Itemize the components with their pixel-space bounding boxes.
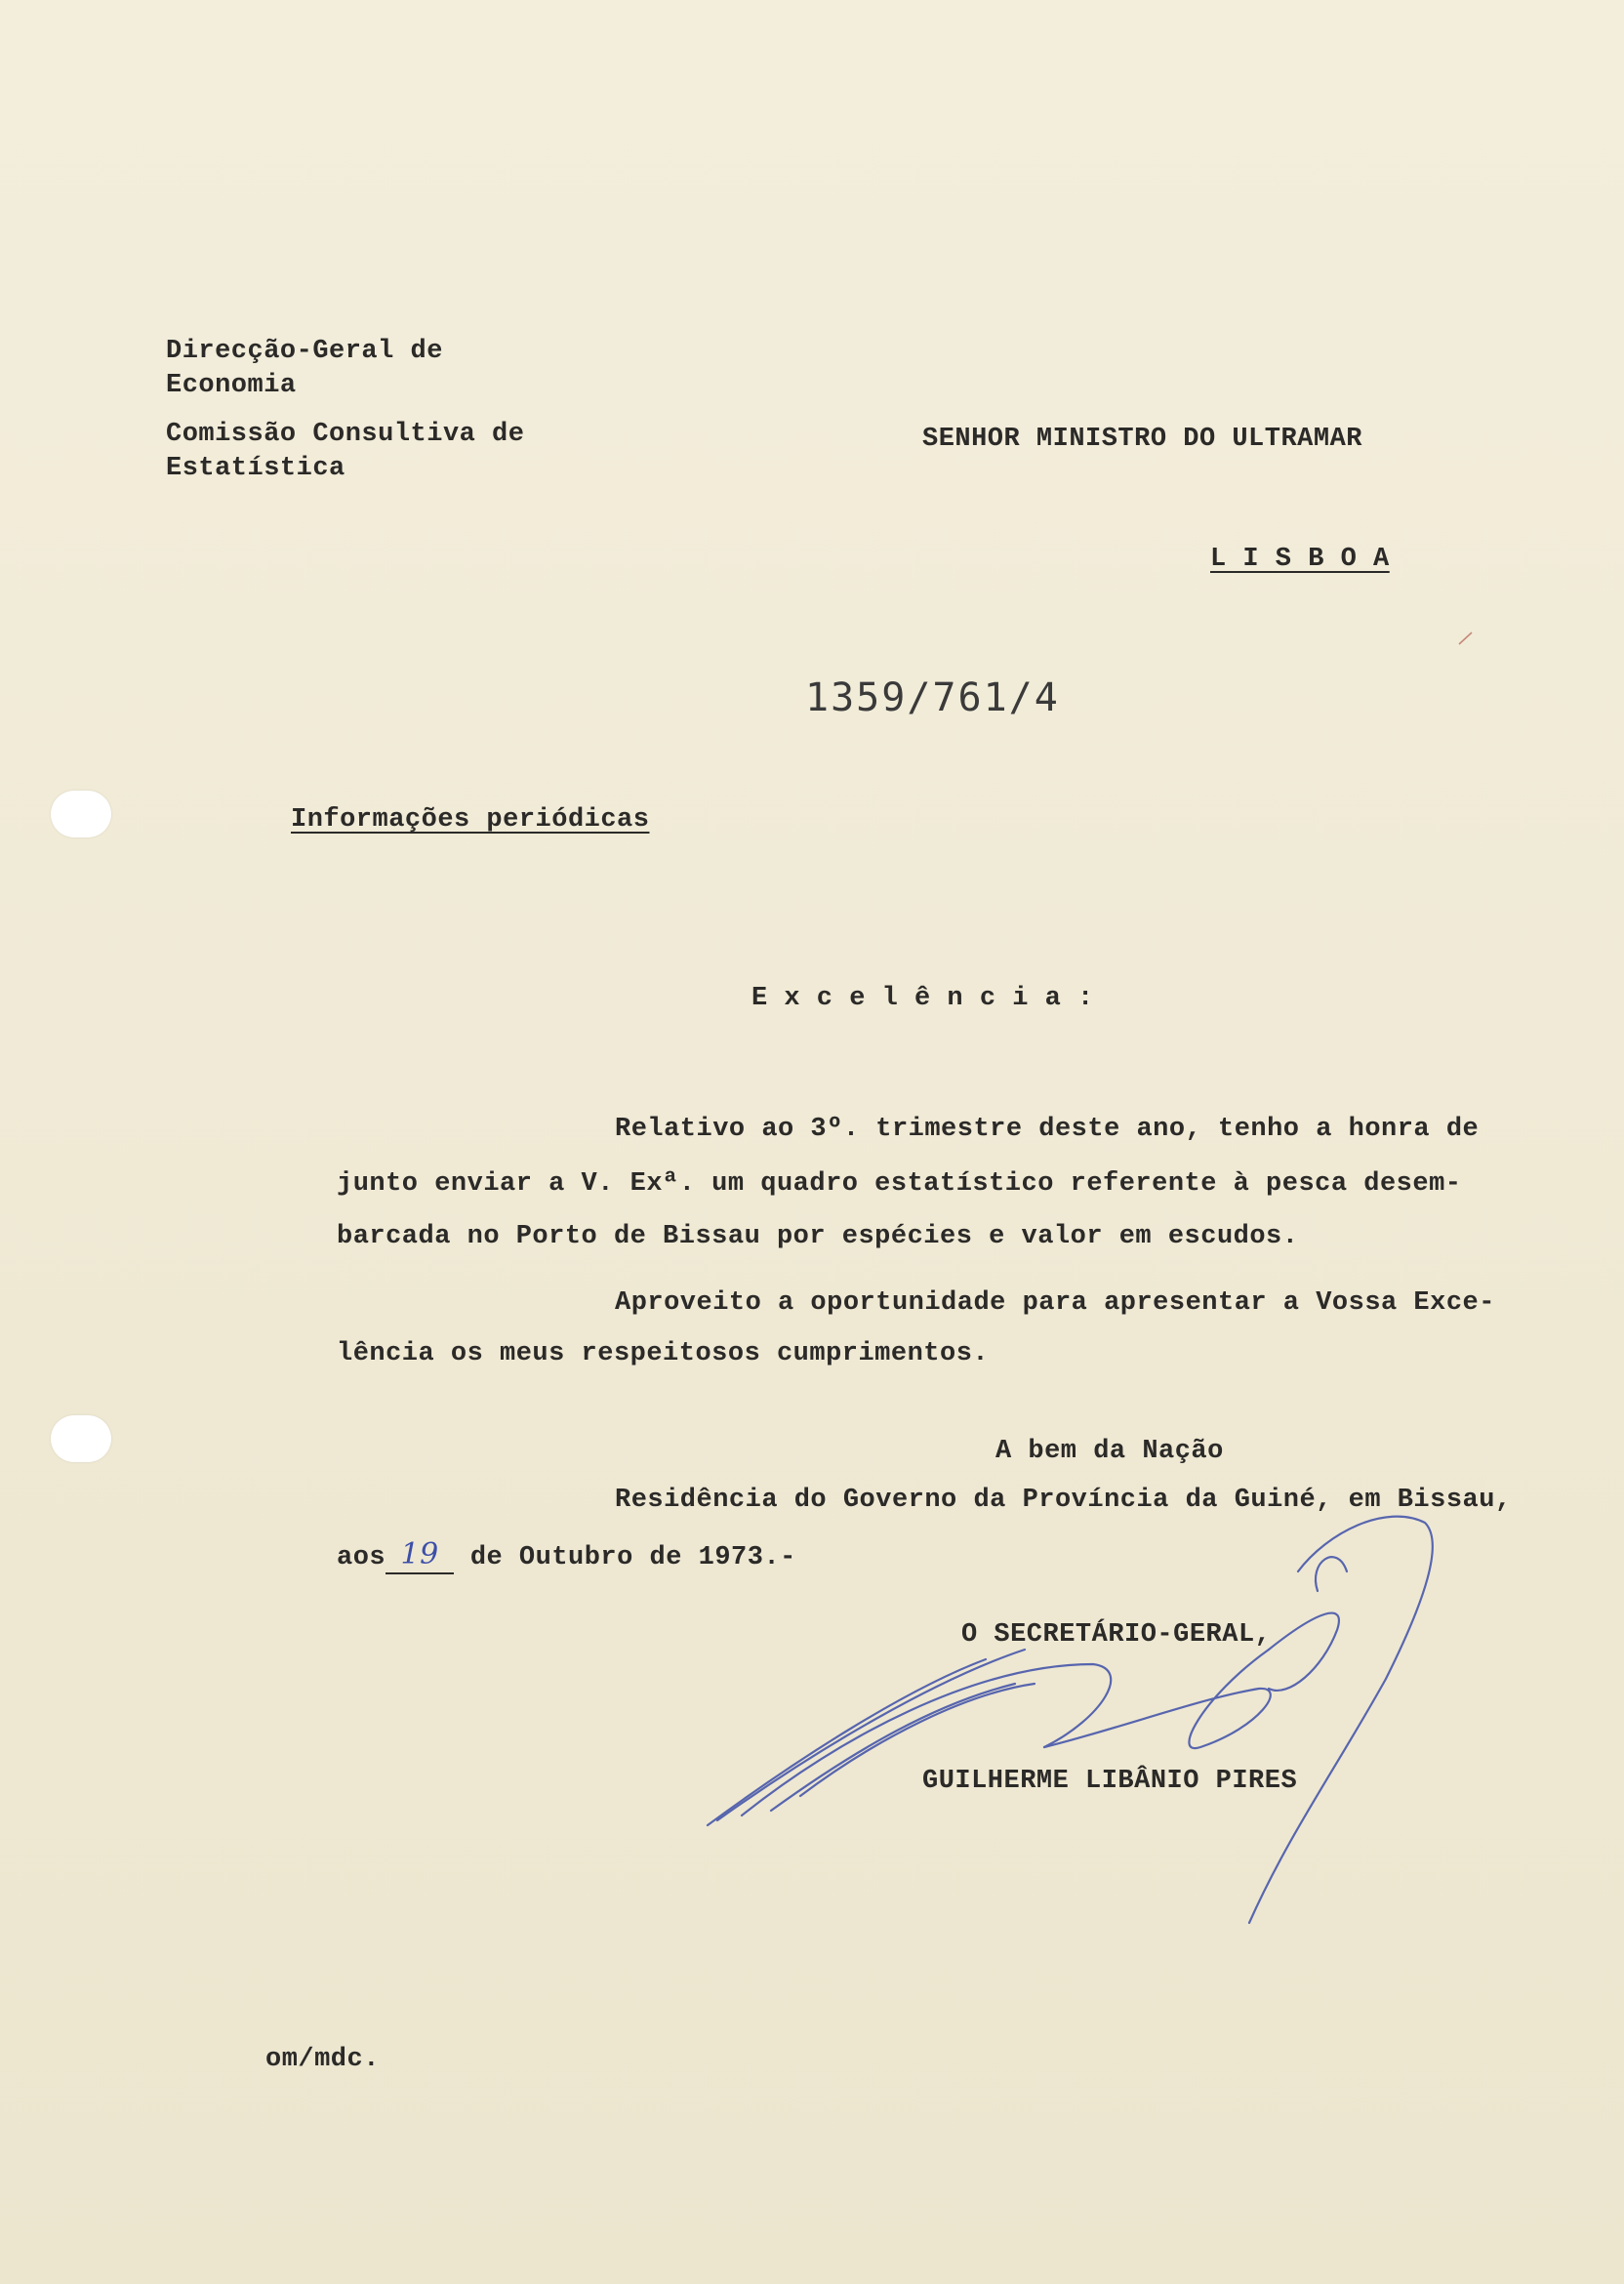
signatory-title: O SECRETÁRIO-GERAL, (961, 1620, 1272, 1650)
body-line: junto enviar a V. Exª. um quadro estatístico referente à pesca desem- (337, 1169, 1462, 1199)
sender-line: Direcção-Geral de (166, 337, 443, 366)
recipient-name: SENHOR MINISTRO DO ULTRAMAR (922, 425, 1362, 454)
date-suffix: de Outubro de 1973.- (469, 1543, 796, 1572)
closing-place: Residência do Governo da Província da Guiné, em Bissau, (615, 1486, 1512, 1515)
body-line: Aproveito a oportunidade para apresentar a Vossa Exce- (615, 1288, 1495, 1318)
recipient-city: L I S B O A (1210, 545, 1390, 574)
body-line: Relativo ao 3º. trimestre deste ano, tenho a honra de (615, 1115, 1480, 1144)
subject-heading: Informações periódicas (291, 805, 650, 835)
reference-number: 1359/761/4 (805, 675, 1060, 720)
body-line: lência os meus respeitosos cumprimentos. (337, 1339, 990, 1368)
date-day-handwritten: 19 (400, 1537, 439, 1571)
body-line: barcada no Porto de Bissau por espécies e valor em escudos. (337, 1222, 1299, 1251)
sender-line: Estatística (166, 454, 345, 483)
closing-motto: A bem da Nação (995, 1437, 1224, 1466)
date-day-field (386, 1537, 454, 1574)
typist-initials: om/mdc. (265, 2045, 380, 2074)
salutation: E x c e l ê n c i a : (751, 984, 1094, 1013)
signatory-name: GUILHERME LIBÂNIO PIRES (922, 1767, 1298, 1796)
closing-date (337, 1537, 796, 1574)
sender-line: Economia (166, 371, 297, 400)
punch-hole (51, 791, 111, 837)
punch-hole (51, 1415, 111, 1462)
date-prefix: aos (337, 1543, 386, 1572)
sender-line: Comissão Consultiva de (166, 420, 525, 449)
